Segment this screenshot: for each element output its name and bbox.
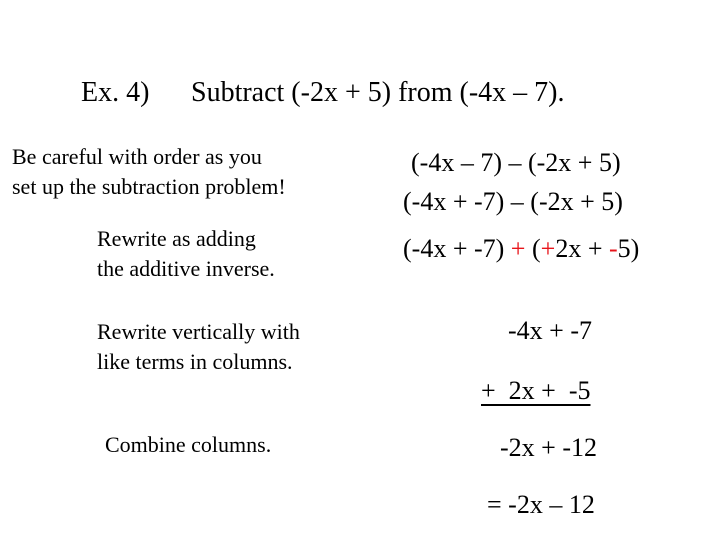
problem-statement: Subtract (-2x + 5) from (-4x – 7). (191, 77, 565, 108)
note-careful (12, 142, 286, 202)
vertical-sum: -2x + -12 (500, 433, 597, 462)
final-answer: = -2x – 12 (487, 490, 595, 519)
step3-second-term: 2x + (555, 234, 609, 263)
note-vertical (97, 317, 300, 377)
step3-minus-highlight: - (608, 234, 618, 263)
step3-open-paren: ( (525, 234, 541, 263)
step3-plus-highlight: + (510, 234, 526, 263)
step2-expression: (-4x + -7) – (-2x + 5) (403, 187, 623, 216)
note-careful-line2: set up the subtraction problem! (12, 174, 286, 199)
step1-expression: (-4x – 7) – (-2x + 5) (411, 148, 621, 177)
note-vertical-line2: like terms in columns. (97, 349, 293, 374)
vertical-row2: + 2x + -5 (481, 376, 591, 405)
vertical-row1: -4x + -7 (508, 316, 592, 345)
note-combine: Combine columns. (105, 432, 272, 457)
note-rewrite-line2: the additive inverse. (97, 256, 275, 281)
step3-sign-highlight: + (540, 234, 556, 263)
note-rewrite-line1: Rewrite as adding (97, 226, 256, 251)
step3-expression (403, 236, 639, 262)
example-number: Ex. 4) (81, 77, 150, 108)
note-vertical-line1: Rewrite vertically with (97, 319, 300, 344)
note-rewrite (97, 224, 275, 284)
step3-first-group: (-4x + -7) (403, 234, 511, 263)
note-careful-line1: Be careful with order as you (12, 144, 262, 169)
step3-close: 5) (617, 234, 640, 263)
